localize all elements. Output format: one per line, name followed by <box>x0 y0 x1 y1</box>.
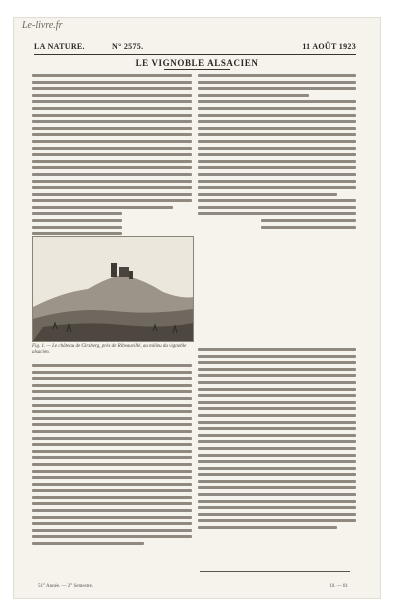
footnote-divider <box>200 571 350 572</box>
figure-caption: Fig. 1. — Le château de Girsberg, près de Ribeauvillé, au milieu du vignoble alsacien. <box>32 344 187 355</box>
castle-hill-image <box>33 237 193 341</box>
header-divider <box>34 54 356 55</box>
volume-info: 51° Année. — 2° Semestre. <box>38 584 94 589</box>
magazine-name: LA NATURE. <box>34 42 85 51</box>
watermark: Le-livre.fr <box>22 20 63 31</box>
castle-illustration <box>32 236 194 342</box>
page-footer <box>34 584 356 592</box>
page-header <box>34 42 356 52</box>
magazine-page <box>14 18 380 598</box>
left-column-text <box>32 74 192 252</box>
right-column-text-upper <box>198 74 356 232</box>
left-column-text-lower <box>32 364 192 549</box>
article-title: LE VIGNOBLE ALSACIEN <box>135 58 259 68</box>
right-column-text-lower <box>198 348 356 533</box>
issue-date: 11 AOÛT 1923 <box>302 42 356 51</box>
page-number: 10. — 81 <box>329 584 348 589</box>
title-divider <box>164 69 230 70</box>
issue-number: N° 2575. <box>112 42 144 51</box>
